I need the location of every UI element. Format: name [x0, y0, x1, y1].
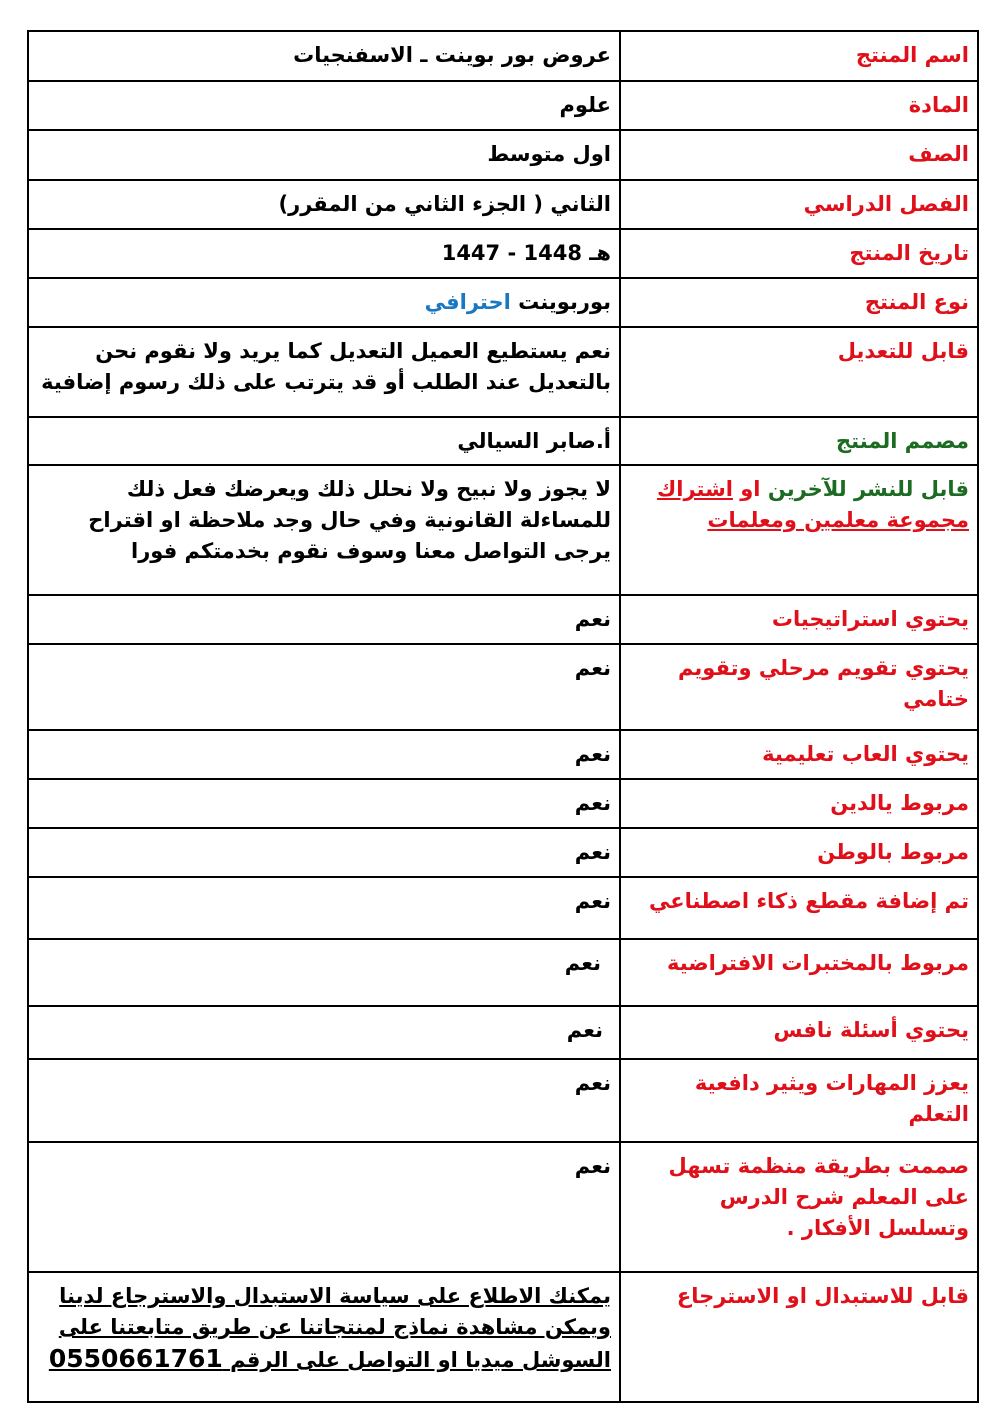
strategies-value: نعم — [28, 595, 620, 644]
virtual-labs-answer: نعم — [564, 951, 601, 975]
skills-value: نعم — [28, 1059, 620, 1142]
editable-label: قابل للتعديل — [620, 327, 978, 417]
row-skills — [28, 1059, 978, 1142]
organized-label: صممت بطريقة منظمة تسهل على المعلم شرح الدرس وتسلسل الأفكار . — [620, 1142, 978, 1272]
row-designer — [28, 417, 978, 465]
row-date — [28, 229, 978, 278]
nafes-answer: نعم — [566, 1018, 603, 1042]
games-label: يحتوي العاب تعليمية — [620, 730, 978, 779]
editable-value: نعم يستطيع العميل التعديل كما يريد ولا نقوم نحن بالتعديل عند الطلب أو قد يترتب على ذلك رسوم إضافية — [28, 327, 620, 417]
row-grade — [28, 130, 978, 180]
grade-label: الصف — [620, 130, 978, 180]
product-name-value: عروض بور بوينت ـ الاسفنجيات — [28, 31, 620, 81]
designer-value: أ.صابر السيالي — [28, 417, 620, 465]
row-product-name — [28, 31, 978, 81]
religion-value: نعم — [28, 779, 620, 828]
row-semester — [28, 180, 978, 229]
sharing-label-part3: اشتراك مجموعة معلمين ومعلمات — [657, 477, 969, 532]
row-virtual-labs — [28, 939, 978, 1006]
product-info-table — [27, 30, 979, 1403]
religion-label: مربوط يالدين — [620, 779, 978, 828]
grade-value: اول متوسط — [28, 130, 620, 180]
date-range: 1447 - 1448 هـ — [441, 241, 611, 265]
row-sharing — [28, 465, 978, 595]
type-main: بوربوينت — [518, 290, 611, 314]
assessment-label: يحتوي تقويم مرحلي وتقويم ختامي — [620, 644, 978, 730]
exchange-phone: 0550661761 — [48, 1344, 223, 1373]
date-value — [28, 229, 620, 278]
row-type — [28, 278, 978, 327]
nafes-value — [28, 1006, 620, 1059]
virtual-labs-label: مربوط بالمختبرات الافتراضية — [620, 939, 978, 1006]
row-subject — [28, 81, 978, 130]
row-games — [28, 730, 978, 779]
row-homeland — [28, 828, 978, 877]
games-value: نعم — [28, 730, 620, 779]
skills-label: يعزز المهارات ويثير دافعية التعلم — [620, 1059, 978, 1142]
subject-value: علوم — [28, 81, 620, 130]
type-accent: احترافي — [424, 290, 511, 314]
semester-value: الثاني ( الجزء الثاني من المقرر) — [28, 180, 620, 229]
exchange-label: قابل للاستبدال او الاسترجاع — [620, 1272, 978, 1402]
row-assessment — [28, 644, 978, 730]
row-ai-clip — [28, 877, 978, 939]
exchange-text: يمكنك الاطلاع على سياسة الاستبدال والاسترجاع لدينا ويمكن مشاهدة نماذج لمنتجاتنا عن طريق متابعتنا على السوشل ميديا او التواصل على الرقم — [58, 1284, 611, 1372]
sharing-label-part1: قابل للنشر للآخرين — [767, 477, 969, 501]
organized-value: نعم — [28, 1142, 620, 1272]
strategies-label: يحتوي استراتيجيات — [620, 595, 978, 644]
ai-clip-value: نعم — [28, 877, 620, 939]
row-editable — [28, 327, 978, 417]
nafes-label: يحتوي أسئلة نافس — [620, 1006, 978, 1059]
ai-clip-label: تم إضافة مقطع ذكاء اصطناعي — [620, 877, 978, 939]
homeland-value: نعم — [28, 828, 620, 877]
virtual-labs-value — [28, 939, 620, 1006]
row-organized — [28, 1142, 978, 1272]
designer-label: مصمم المنتج — [620, 417, 978, 465]
sharing-label-part2: او — [740, 477, 761, 501]
type-value — [28, 278, 620, 327]
subject-label: المادة — [620, 81, 978, 130]
exchange-value — [28, 1272, 620, 1402]
type-label: نوع المنتج — [620, 278, 978, 327]
row-religion — [28, 779, 978, 828]
sharing-value: لا يجوز ولا نبيح ولا نحلل ذلك ويعرضك فعل ذلك للمساءلة القانونية وفي حال وجد ملاحظة او اقتراح يرجى التواصل معنا وسوف نقوم بخدمتكم فورا — [28, 465, 620, 595]
date-label: تاريخ المنتج — [620, 229, 978, 278]
row-nafes — [28, 1006, 978, 1059]
row-exchange — [28, 1272, 978, 1402]
sharing-label — [620, 465, 978, 595]
homeland-label: مربوط بالوطن — [620, 828, 978, 877]
semester-label: الفصل الدراسي — [620, 180, 978, 229]
assessment-value: نعم — [28, 644, 620, 730]
row-strategies — [28, 595, 978, 644]
product-name-label: اسم المنتج — [620, 31, 978, 81]
